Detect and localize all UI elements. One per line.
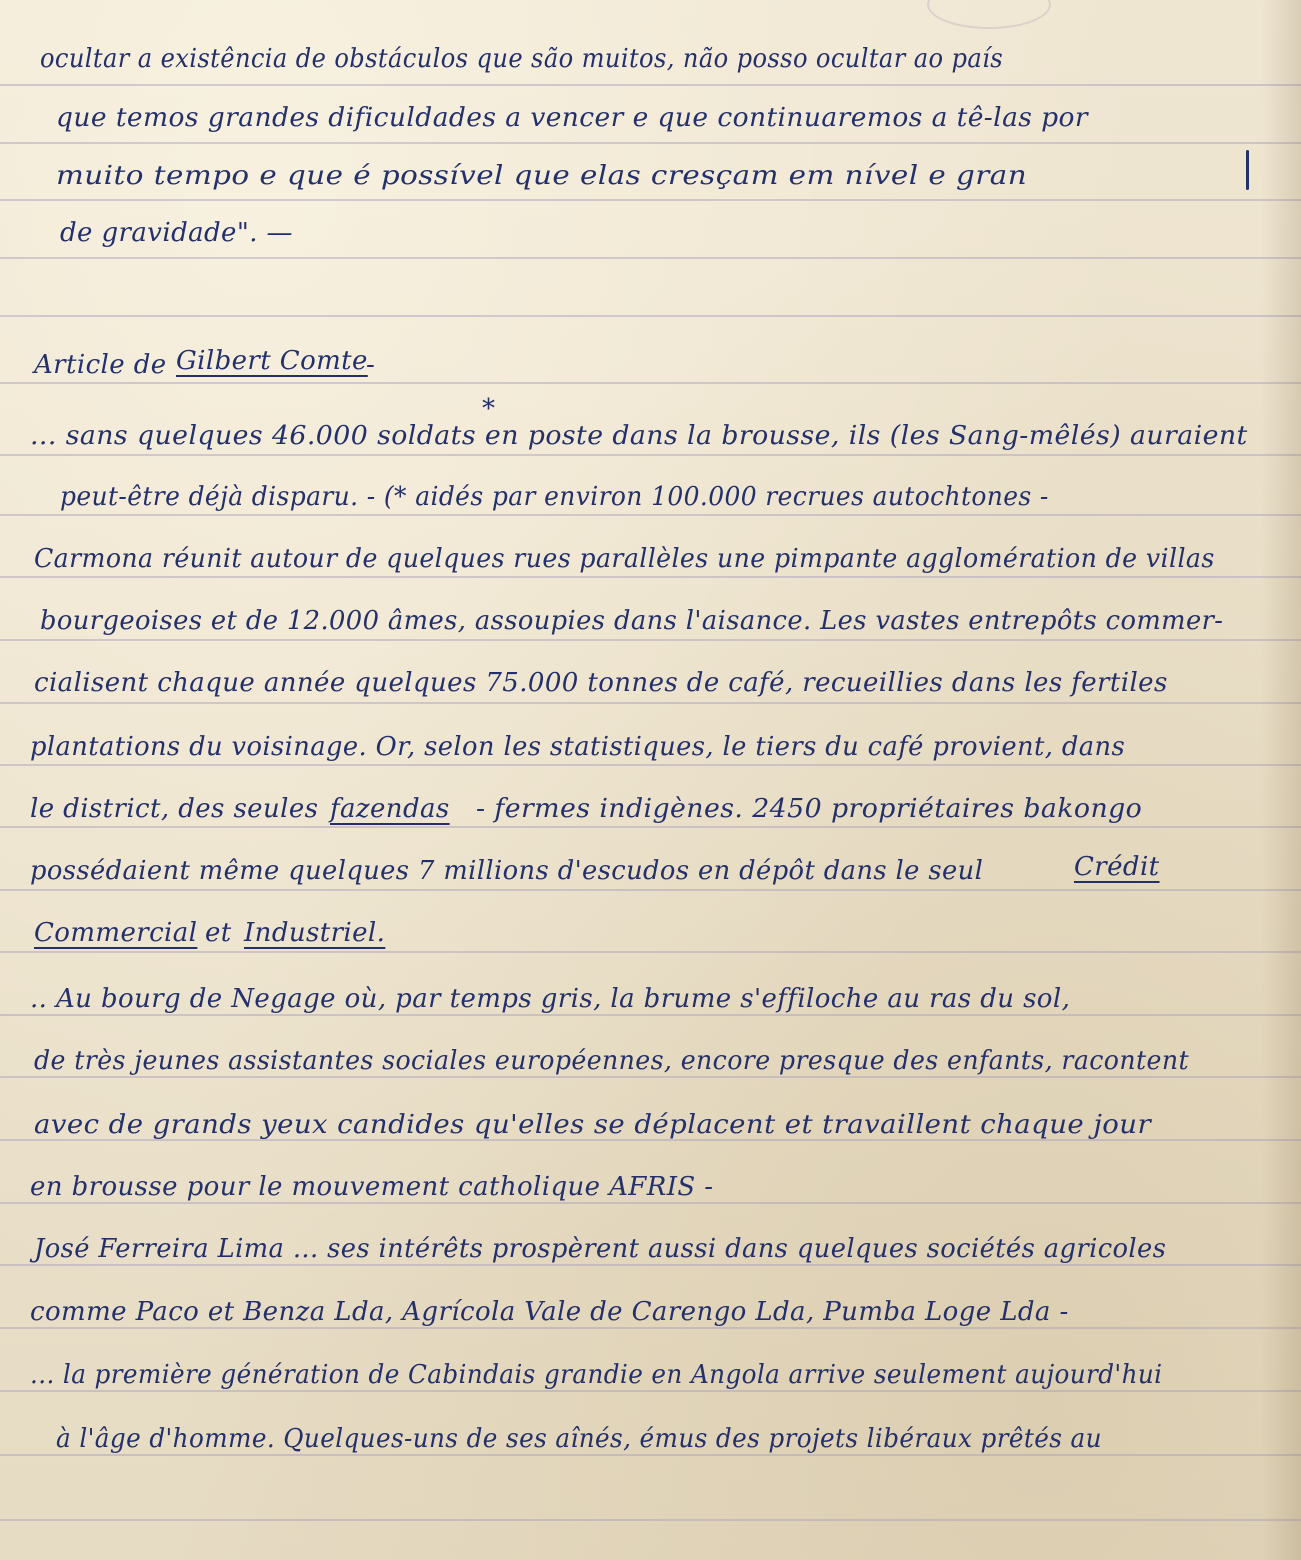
margin-mark [1246, 150, 1249, 190]
article-heading-label: Article de [34, 350, 167, 380]
handwritten-line: ocultar a existência de obstáculos que são muitos, não posso ocultar ao país [40, 44, 1004, 74]
heading-dash: - [366, 350, 376, 380]
handwritten-line: - fermes indigènes. 2450 propriétaires bakongo [476, 794, 1143, 824]
handwritten-line: avec de grands yeux candides qu'elles se déplacent et travaillent chaque jour [34, 1110, 1152, 1140]
underlined-term-commercial: Commercial [34, 918, 198, 948]
underlined-term-industriel: Industriel. [244, 918, 386, 948]
handwritten-line: José Ferreira Lima ... ses intérêts prospèrent aussi dans quelques sociétés agricoles [34, 1234, 1167, 1264]
handwritten-line: bourgeoises et de 12.000 âmes, assoupies dans l'aisance. Les vastes entrepôts commer- [40, 606, 1224, 636]
handwritten-line: à l'âge d'homme. Quelques-uns de ses aînés, émus des projets libéraux prêtés au [56, 1424, 1102, 1454]
underlined-term-credit: Crédit [1074, 852, 1160, 882]
handwritten-line: peut-être déjà disparu. - (* aidés par environ 100.000 recrues autochtones - [60, 482, 1049, 512]
handwritten-line: plantations du voisinage. Or, selon les statistiques, le tiers du café provient, dans [30, 732, 1126, 762]
article-author: Gilbert Comte [176, 346, 368, 376]
underlined-term-fazendas: fazendas [330, 794, 450, 824]
handwritten-line: ... la première génération de Cabindais grandie en Angola arrive seulement aujourd'hui [30, 1360, 1163, 1390]
page-edge-shadow [1261, 0, 1301, 1560]
handwritten-line: .. Au bourg de Negage où, par temps gris, la brume s'effiloche au ras du sol, [30, 984, 1071, 1014]
asterisk-mark: * [482, 394, 495, 424]
handwritten-line: de très jeunes assistantes sociales européennes, encore presque des enfants, racontent [34, 1046, 1189, 1076]
handwritten-line: de gravidade". — [60, 218, 293, 248]
handwritten-line: possédaient même quelques 7 millions d'escudos en dépôt dans le seul [30, 856, 984, 886]
handwritten-line: Carmona réunit autour de quelques rues parallèles une pimpante agglomération de villas [34, 544, 1215, 574]
handwritten-line: cialisent chaque année quelques 75.000 tonnes de café, recueillies dans les fertiles [34, 668, 1168, 698]
handwritten-line: le district, des seules [30, 794, 319, 824]
handwritten-line: ... sans quelques 46.000 soldats en poste dans la brousse, ils (les Sang-mêlés) auraient [30, 421, 1248, 451]
handwritten-line: que temos grandes dificuldades a vencer e que continuaremos a tê-las por [56, 103, 1088, 133]
handwritten-line: comme Paco et Benza Lda, Agrícola Vale de Carengo Lda, Pumba Loge Lda - [30, 1297, 1069, 1327]
handwritten-line: en brousse pour le mouvement catholique AFRIS - [30, 1172, 714, 1202]
handwritten-line: muito tempo e que é possível que elas cresçam em nível e gran [56, 161, 1028, 191]
handwritten-word: et [205, 918, 232, 948]
